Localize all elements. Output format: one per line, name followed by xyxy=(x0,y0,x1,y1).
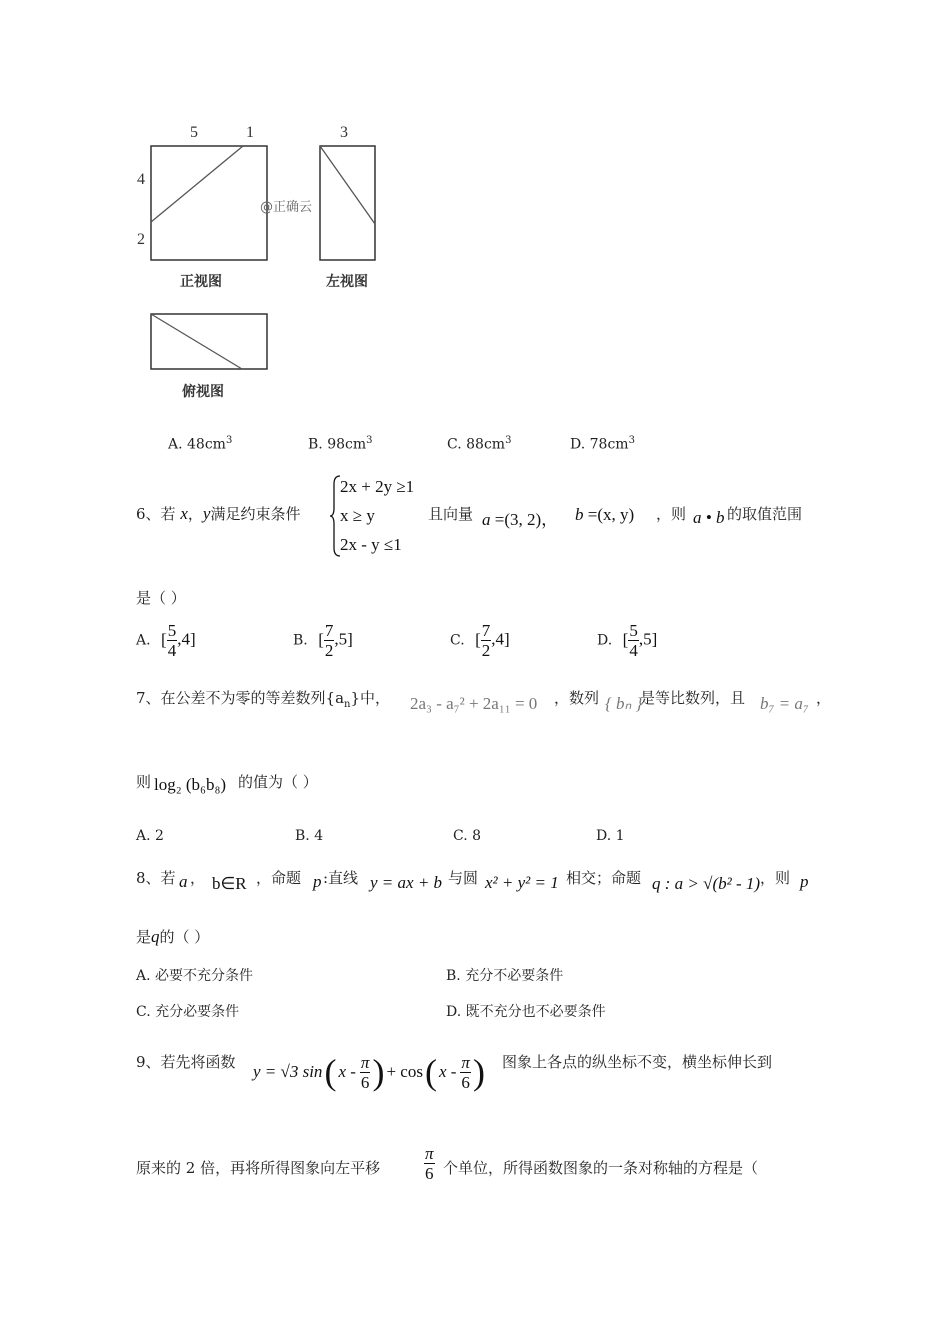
q8-text-3: :直线 xyxy=(323,869,359,887)
q9-six-1: 6 xyxy=(360,1072,370,1092)
q7-text-1: 7、在公差不为零的等差数列{a xyxy=(136,689,345,707)
q6-option-b[interactable] xyxy=(293,622,353,659)
q6-vec-a-symbol: a xyxy=(482,510,491,529)
q8-p2: p xyxy=(800,872,809,891)
q6-var-y: y xyxy=(202,504,211,523)
q5-option-d-value: 78cm xyxy=(589,436,629,453)
q5-option-c-value: 88cm xyxy=(466,436,506,453)
q5-option-c-label: C. xyxy=(447,436,462,453)
q9-pi-3: π xyxy=(425,1144,434,1163)
q7-text-6: 则 xyxy=(136,773,152,791)
side-view-rect xyxy=(320,146,375,260)
q7-option-c[interactable]: C. 8 xyxy=(453,828,482,844)
q6-vector-a xyxy=(482,505,558,530)
q5-option-c-sup: 3 xyxy=(505,435,512,446)
q6-vector-text xyxy=(428,503,473,524)
q8-q2: q xyxy=(151,927,160,946)
q6-option-a[interactable] xyxy=(136,622,196,659)
q9-text-1: 9、若先将函数 xyxy=(136,1053,236,1071)
q6-option-d-den: 4 xyxy=(629,641,638,660)
q9-x-minus-1: x - xyxy=(338,1062,356,1081)
q9-function: y = √3 sin ( x - $\frac{\pi}{6}$ ) + cos ( x - $\frac{\pi}{6}$ ) xyxy=(253,1052,485,1092)
q6-option-d-num: 5 xyxy=(629,621,638,640)
q8-circle: x² + y² = 1 xyxy=(485,873,559,892)
q6-var-x: x xyxy=(180,504,188,523)
side-view-caption: 左视图 xyxy=(326,274,368,290)
q6-option-d[interactable] xyxy=(597,622,657,659)
q9-pi-2: π xyxy=(461,1052,470,1072)
q8-option-a[interactable]: A. 必要不充分条件 xyxy=(136,968,254,984)
q6-option-b-den: 2 xyxy=(324,641,334,660)
q6-option-b-label: B. xyxy=(293,632,308,649)
q7-stem-start xyxy=(136,687,390,710)
q6-vec-a-eq: = xyxy=(490,510,505,529)
front-view-diagonal xyxy=(151,146,243,222)
q7-text-7: 的值为（ ） xyxy=(238,773,318,791)
q8-text-4: 与圆 xyxy=(448,869,479,887)
q7-text-3: ，数列 xyxy=(554,689,600,707)
q8-text-8: 的（ ） xyxy=(159,928,210,946)
side-view-diagonal xyxy=(320,146,375,224)
top-view-diagonal xyxy=(151,314,242,369)
q6-then xyxy=(656,503,686,524)
q6-comma: ， xyxy=(187,505,203,523)
top-view-caption: 俯视图 xyxy=(182,384,224,400)
q7-text-2: }中， xyxy=(350,689,391,707)
q6-vector-b xyxy=(575,505,634,525)
q7-text-4: 是等比数列，且 xyxy=(640,689,746,707)
front-dim-4: 4 xyxy=(137,171,145,188)
q6-option-b-post: ,5] xyxy=(334,629,353,649)
q9-x-minus-2: x - xyxy=(438,1062,457,1081)
q8-text-6: ，则 xyxy=(760,869,791,887)
q6-range-text: 的取值范围 xyxy=(727,505,803,523)
q8-option-b[interactable]: B. 充分不必要条件 xyxy=(446,968,564,984)
q8-text-2: ，命题 xyxy=(256,869,302,887)
q8-text-1: 8、若 xyxy=(136,869,176,887)
q6-stem-end: 是（ ） xyxy=(136,589,186,607)
q7-option-a[interactable]: A. 2 xyxy=(136,828,164,844)
q9-six-2: 6 xyxy=(461,1072,470,1092)
q8-var-a: a xyxy=(179,872,188,891)
front-dim-1: 1 xyxy=(246,124,254,141)
q6-option-c-post: ,4] xyxy=(491,629,510,649)
q6-sep: ， xyxy=(541,510,559,529)
front-dim-2: 2 xyxy=(137,231,145,248)
q9-text-3: 原来的 2 倍，再将所得图象向左平移 xyxy=(136,1159,381,1177)
q6-option-d-post: ,5] xyxy=(638,629,658,649)
top-view-rect xyxy=(151,314,267,369)
q9-pi-1: π xyxy=(360,1052,370,1072)
q5-option-b[interactable] xyxy=(308,435,373,453)
q7-option-d[interactable]: D. 1 xyxy=(596,828,625,844)
q5-option-d-sup: 3 xyxy=(628,435,635,446)
q7-option-b[interactable]: B. 4 xyxy=(295,828,324,844)
q8-q: q : a > √(b² - 1) xyxy=(652,874,761,893)
q6-then-text: ，则 xyxy=(656,505,687,523)
front-dim-5: 5 xyxy=(190,124,198,141)
q5-option-d[interactable] xyxy=(570,435,635,453)
q6-option-a-label: A. xyxy=(136,632,151,649)
q7-equation-2: b₇ = a₇ xyxy=(760,694,809,713)
q6-vec-b-value: =(x, y) xyxy=(583,505,635,524)
q8-line: y = ax + b xyxy=(370,873,443,892)
q8-option-c[interactable]: C. 充分必要条件 xyxy=(136,1004,240,1020)
q6-constraint-2: x ≥ y xyxy=(340,506,375,525)
q8-b-in-r: b∈R xyxy=(212,874,247,893)
q6-option-a-pre: [ xyxy=(161,629,167,649)
q6-option-d-label: D. xyxy=(597,632,613,649)
q6-constraint-3: 2x - y ≤1 xyxy=(340,535,402,554)
q7-seq-b: { bₙ } xyxy=(605,694,643,713)
q6-option-b-pre: [ xyxy=(318,629,324,649)
q6-stem-start xyxy=(136,503,300,524)
q6-constraint-1: 2x + 2y ≥1 xyxy=(340,477,415,496)
three-view-figure xyxy=(0,0,950,420)
front-view-caption: 正视图 xyxy=(180,274,222,290)
front-view-rect xyxy=(151,146,267,260)
q5-option-d-label: D. xyxy=(570,436,586,453)
q9-plus-cos: + cos xyxy=(386,1062,423,1081)
q6-option-b-num: 7 xyxy=(324,621,334,640)
side-dim-3: 3 xyxy=(340,124,348,141)
q7-equation: 2a₃ - a₇² + 2a₁₁ = 0 xyxy=(410,694,538,713)
q5-option-a-value: 48cm xyxy=(187,436,226,453)
q6-and-vector: 且向量 xyxy=(428,505,474,523)
q6-vec-b-symbol: b xyxy=(575,505,584,524)
q6-option-c-pre: [ xyxy=(475,629,481,649)
q8-sep: ， xyxy=(190,869,206,887)
q7-log: log₂ (b₆b₈) xyxy=(154,775,227,794)
q9-text-4: 个单位，所得函数图象的一条对称轴的方程是（ xyxy=(443,1159,759,1177)
q6-option-c-den: 2 xyxy=(481,641,491,660)
q8-option-d[interactable]: D. 既不充分也不必要条件 xyxy=(446,1004,606,1020)
q5-option-c[interactable] xyxy=(447,435,511,453)
q5-option-a-sup: 3 xyxy=(225,435,233,446)
watermark: @正确云 xyxy=(260,200,313,215)
q5-option-a[interactable] xyxy=(168,435,232,453)
q6-option-c-num: 7 xyxy=(481,621,491,640)
q9-text-2: 图象上各点的纵坐标不变，横坐标伸长到 xyxy=(502,1053,773,1071)
q5-option-b-sup: 3 xyxy=(366,435,373,446)
q6-option-c-label: C. xyxy=(450,632,465,649)
q5-option-b-value: 98cm xyxy=(327,436,367,453)
q6-option-d-pre: [ xyxy=(622,629,629,649)
q6-option-c[interactable] xyxy=(450,622,510,659)
q7-sub-n: n xyxy=(344,699,351,710)
q5-option-b-label: B. xyxy=(308,436,323,453)
q8-stem-line2 xyxy=(136,926,209,947)
q6-option-a-num: 5 xyxy=(167,621,177,640)
q6-vec-a-value: (3, 2) xyxy=(504,510,542,529)
q5-option-a-label: A. xyxy=(168,436,183,453)
q6-constraint-text: 满足约束条件 xyxy=(210,505,301,523)
q6-option-a-post: ,4] xyxy=(177,629,196,649)
q6-dot-expr: a • b xyxy=(693,508,725,527)
q8-p: p xyxy=(313,872,322,891)
q8-text-5: 相交；命题 xyxy=(566,869,642,887)
q7-stem-line2 xyxy=(136,771,151,792)
q7-text-5: ， xyxy=(816,689,832,707)
q9-shift-frac xyxy=(424,1145,435,1182)
q6-number: 6、若 xyxy=(136,505,176,523)
q6-option-a-den: 4 xyxy=(167,641,177,660)
q9-y-sin: y = √3 sin xyxy=(253,1062,323,1081)
q9-six-3: 6 xyxy=(425,1164,434,1183)
q8-text-7: 是 xyxy=(136,928,152,946)
